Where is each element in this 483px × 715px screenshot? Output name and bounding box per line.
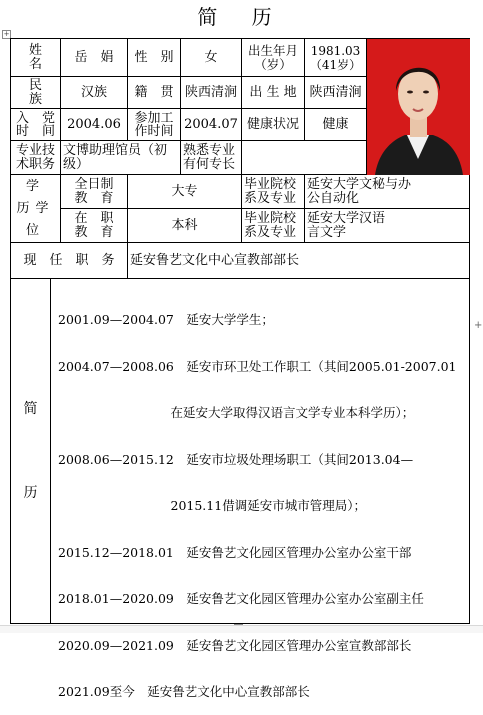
inservice-label: 在 职教 育 <box>61 209 128 243</box>
name-label: 姓 名 <box>11 39 61 77</box>
specialty-value <box>242 141 367 175</box>
resume-line: 2015.11借调延安市城市管理局）； <box>58 498 366 513</box>
fulltime-school-label: 毕业院校系及专业 <box>242 175 305 209</box>
work-start-label <box>128 109 181 141</box>
resume-label <box>11 279 51 624</box>
professional-title-label: 专业技术职务 <box>11 141 61 175</box>
name-value: 岳 娟 <box>61 39 128 77</box>
origin-value: 陕西清涧 <box>181 77 242 109</box>
work-start-label-line1: 参加工 <box>134 110 174 126</box>
inservice-degree-value: 本科 <box>128 209 242 243</box>
origin-label: 籍 贯 <box>128 77 181 109</box>
resume-lines <box>58 281 457 715</box>
birth-label: 出生年月（岁） <box>242 39 305 77</box>
current-position-value: 延安鲁艺文化中心宣教部部长 <box>128 243 470 279</box>
resume-line: 2008.06—2015.12 延安市垃圾处理场职工（其间2013.04— <box>58 451 414 467</box>
resume-line: 2004.07—2008.06 延安市环卫处工作职工（其间2005.01-2007.01 <box>58 358 457 374</box>
resume-line: 在延安大学取得汉语言文学专业本科学历）； <box>58 405 415 420</box>
resume-line: 2015.12—2018.01 延安鲁艺文化园区管理办公室办公室干部 <box>58 544 412 560</box>
resume-label-bottom: 历 <box>23 485 38 501</box>
ethnicity-value: 汉族 <box>61 77 128 109</box>
page-title: 简 历 <box>197 5 286 29</box>
table-move-handle[interactable]: + <box>3 30 10 38</box>
current-position-label: 现 任 职 务 <box>11 243 128 279</box>
birth-value: 1981.03（41岁） <box>305 39 367 77</box>
gender-value: 女 <box>181 39 242 77</box>
work-start-value: 2004.07 <box>181 109 242 141</box>
health-value: 健康 <box>305 109 367 141</box>
fulltime-school-value: 延安大学文秘与办公自动化 <box>305 175 470 209</box>
portrait-photo <box>367 39 470 175</box>
add-column-icon[interactable]: + <box>474 320 483 331</box>
birthplace-label: 出 生 地 <box>242 77 305 109</box>
work-start-label-line2: 作时间 <box>134 123 174 139</box>
party-join-label-line1: 入 党 <box>15 110 55 126</box>
page-top-edge <box>0 0 483 1</box>
ethnicity-label: 民 族 <box>11 77 61 109</box>
resume-line: 2018.01—2020.09 延安鲁艺文化园区管理办公室办公室副主任 <box>58 591 424 606</box>
education-label: 学 历学 位 <box>11 175 61 243</box>
resume-label-top: 简 <box>23 401 38 417</box>
resume-line: 2021.09至今 延安鲁艺文化中心宣教部部长 <box>58 684 310 699</box>
health-label: 健康状况 <box>242 109 305 141</box>
page-bottom-edge <box>0 625 483 633</box>
party-join-label-line2: 时 间 <box>15 123 55 139</box>
resume-line: 2020.09—2021.09 延安鲁艺文化园区管理办公室宣教部部长 <box>58 637 412 653</box>
professional-title-value: 文博助理馆员（初级） <box>61 141 181 175</box>
specialty-label: 熟悉专业有何专长 <box>181 141 242 175</box>
inservice-school-value: 延安大学汉语言文学 <box>305 209 470 243</box>
birthplace-value: 陕西清涧 <box>305 77 367 109</box>
gender-label: 性 别 <box>128 39 181 77</box>
portrait-image <box>367 39 470 175</box>
party-join-label <box>11 109 61 141</box>
fulltime-label: 全日制教 育 <box>61 175 128 209</box>
resume-line: 2001.09—2004.07 延安大学学生； <box>58 312 274 327</box>
party-join-value: 2004.06 <box>61 109 128 141</box>
fulltime-degree-value: 大专 <box>128 175 242 209</box>
inservice-school-label: 毕业院校系及专业 <box>242 209 305 243</box>
